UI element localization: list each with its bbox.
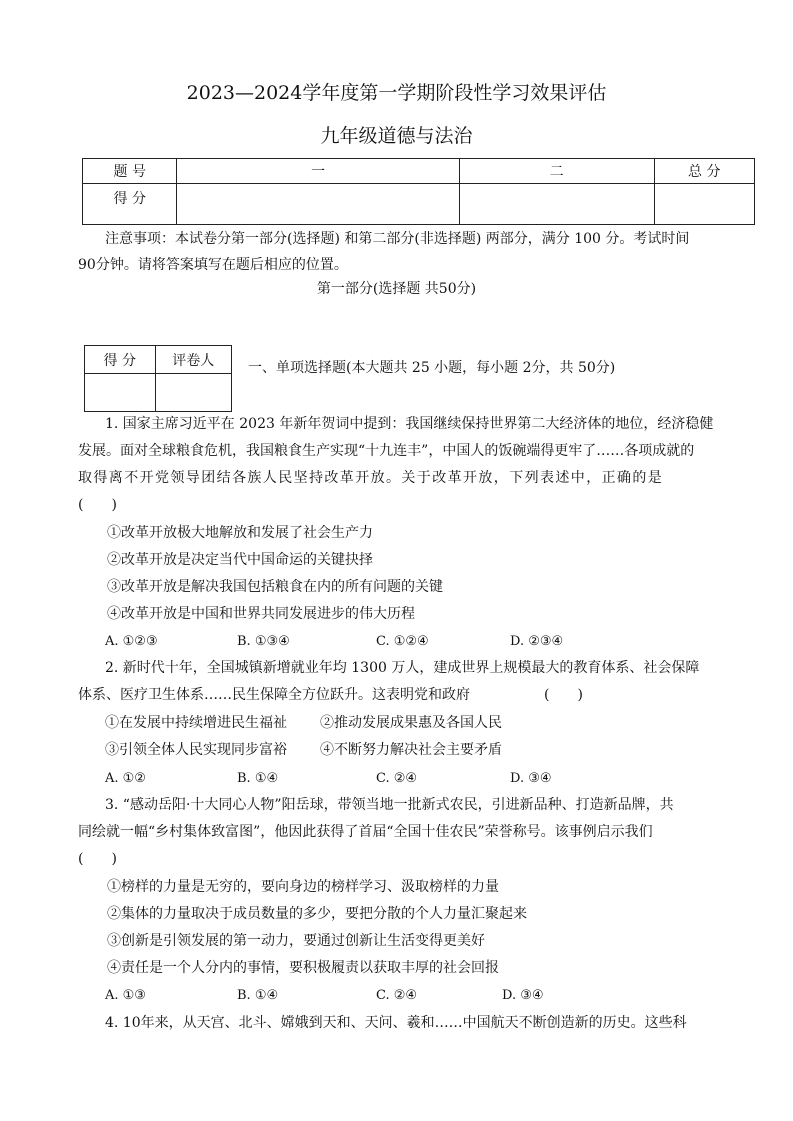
q1-item-1: ①改革开放极大地解放和发展了社会生产力 <box>107 525 373 541</box>
q3-option-a[interactable]: A. ①③ <box>105 988 146 1003</box>
q2-item-2: ②推动发展成果惠及各国人民 <box>320 715 502 731</box>
notice-line-2: 90分钟。请将答案填写在题后相应的位置。 <box>78 257 348 273</box>
q1-item-3: ③改革开放是解决我国包括粮食在内的所有问题的关键 <box>107 579 443 595</box>
q2-item-4: ④不断努力解决社会主要矛盾 <box>320 742 502 758</box>
q1-line-2: 发展。面对全球粮食危机，我国粮食生产实现“十九连丰”，中国人的饭碗端得更牢了……各项成就的 <box>78 443 695 459</box>
q1-option-a[interactable]: A. ①②③ <box>105 634 158 649</box>
score-cell-part2[interactable] <box>459 184 654 225</box>
score-table-header-total: 总 分 <box>654 159 754 184</box>
q3-line-2: 同绘就一幅“乡村集体致富图”，他因此获得了首届“全国十佳农民”荣誉称号。该事例启示我们 <box>78 824 653 840</box>
grader-score-cell[interactable] <box>85 374 156 412</box>
notice-line-1: 注意事项：本试卷分第一部分(选择题) 和第二部分(非选择题) 两部分，满分 100 分。考试时间 <box>105 231 690 247</box>
q3-item-4: ④责任是一个人分内的事情，要积极履责以获取丰厚的社会回报 <box>107 960 499 976</box>
q2-line-2: 体系、医疗卫生体系……民生保障全方位跃升。这表明党和政府 <box>78 687 470 703</box>
q3-line-1: 3. “感动岳阳·十大同心人物”阳岳球，带领当地一批新式农民，引进新品种、打造新品牌，共 <box>105 797 674 813</box>
q2-item-3: ③引领全体人民实现同步富裕 <box>105 742 287 758</box>
q3-item-3: ③创新是引领发展的第一动力，要通过创新让生活变得更美好 <box>107 933 485 949</box>
q1-option-b[interactable]: B. ①③④ <box>237 634 290 649</box>
score-table-header-label: 题 号 <box>83 159 177 184</box>
grader-table-grader-label: 评卷人 <box>155 346 231 374</box>
q3-option-c[interactable]: C. ②④ <box>376 988 418 1003</box>
score-table-header-part2: 二 <box>459 159 654 184</box>
score-cell-total[interactable] <box>654 184 754 225</box>
q2-option-d[interactable]: D. ③④ <box>510 771 552 786</box>
q3-option-d[interactable]: D. ③④ <box>502 988 544 1003</box>
score-cell-part1[interactable] <box>177 184 459 225</box>
grader-table-score-label: 得 分 <box>85 346 156 374</box>
q1-option-d[interactable]: D. ②③④ <box>510 634 564 649</box>
exam-title: 2023—2024学年度第一学期阶段性学习效果评估 <box>186 82 607 104</box>
score-table <box>82 158 755 225</box>
q2-item-1: ①在发展中持续增进民生福祉 <box>105 715 287 731</box>
score-table-header-part1: 一 <box>177 159 459 184</box>
q2-line-1: 2. 新时代十年，全国城镇新增就业年均 1300 万人，建成世界上规模最大的教育体系、社会保障 <box>105 660 700 676</box>
q1-line-1: 1. 国家主席习近平在 2023 年新年贺词中提到：我国继续保持世界第二大经济体的地位，经济稳健 <box>105 416 714 432</box>
q3-bracket: ( ) <box>78 851 117 867</box>
q1-item-2: ②改革开放是决定当代中国命运的关键抉择 <box>107 552 373 568</box>
q1-option-c[interactable]: C. ①②④ <box>376 634 429 649</box>
q1-item-4: ④改革开放是中国和世界共同发展进步的伟大历程 <box>107 606 415 622</box>
grader-table <box>84 345 232 412</box>
q2-option-a[interactable]: A. ①② <box>105 771 146 786</box>
q3-item-1: ①榜样的力量是无穷的，要向身边的榜样学习、汲取榜样的力量 <box>107 879 499 895</box>
q2-bracket: ( ) <box>544 687 583 703</box>
part1-title: 第一部分(选择题 共50分) <box>316 281 477 297</box>
q1-line-3: 取得离不开党领导团结各族人民坚持改革开放。关于改革开放，下列表述中，正确的是 <box>78 470 664 486</box>
q3-item-2: ②集体的力量取决于成员数量的多少，要把分散的个人力量汇聚起来 <box>107 906 527 922</box>
q1-bracket: ( ) <box>78 497 117 513</box>
score-table-row-label: 得 分 <box>83 184 177 225</box>
q3-option-b[interactable]: B. ①④ <box>237 988 279 1003</box>
exam-subtitle: 九年级道德与法治 <box>320 125 473 147</box>
section1-title: 一、单项选择题(本大题共 25 小题，每小题 2分，共 50分) <box>248 360 616 376</box>
q4-line-1: 4. 10年来，从天宫、北斗、嫦娥到天和、天问、羲和……中国航天不断创造新的历史。这些科 <box>105 1015 687 1031</box>
grader-name-cell[interactable] <box>155 374 231 412</box>
q2-option-c[interactable]: C. ②④ <box>376 771 418 786</box>
q2-option-b[interactable]: B. ①④ <box>237 771 279 786</box>
